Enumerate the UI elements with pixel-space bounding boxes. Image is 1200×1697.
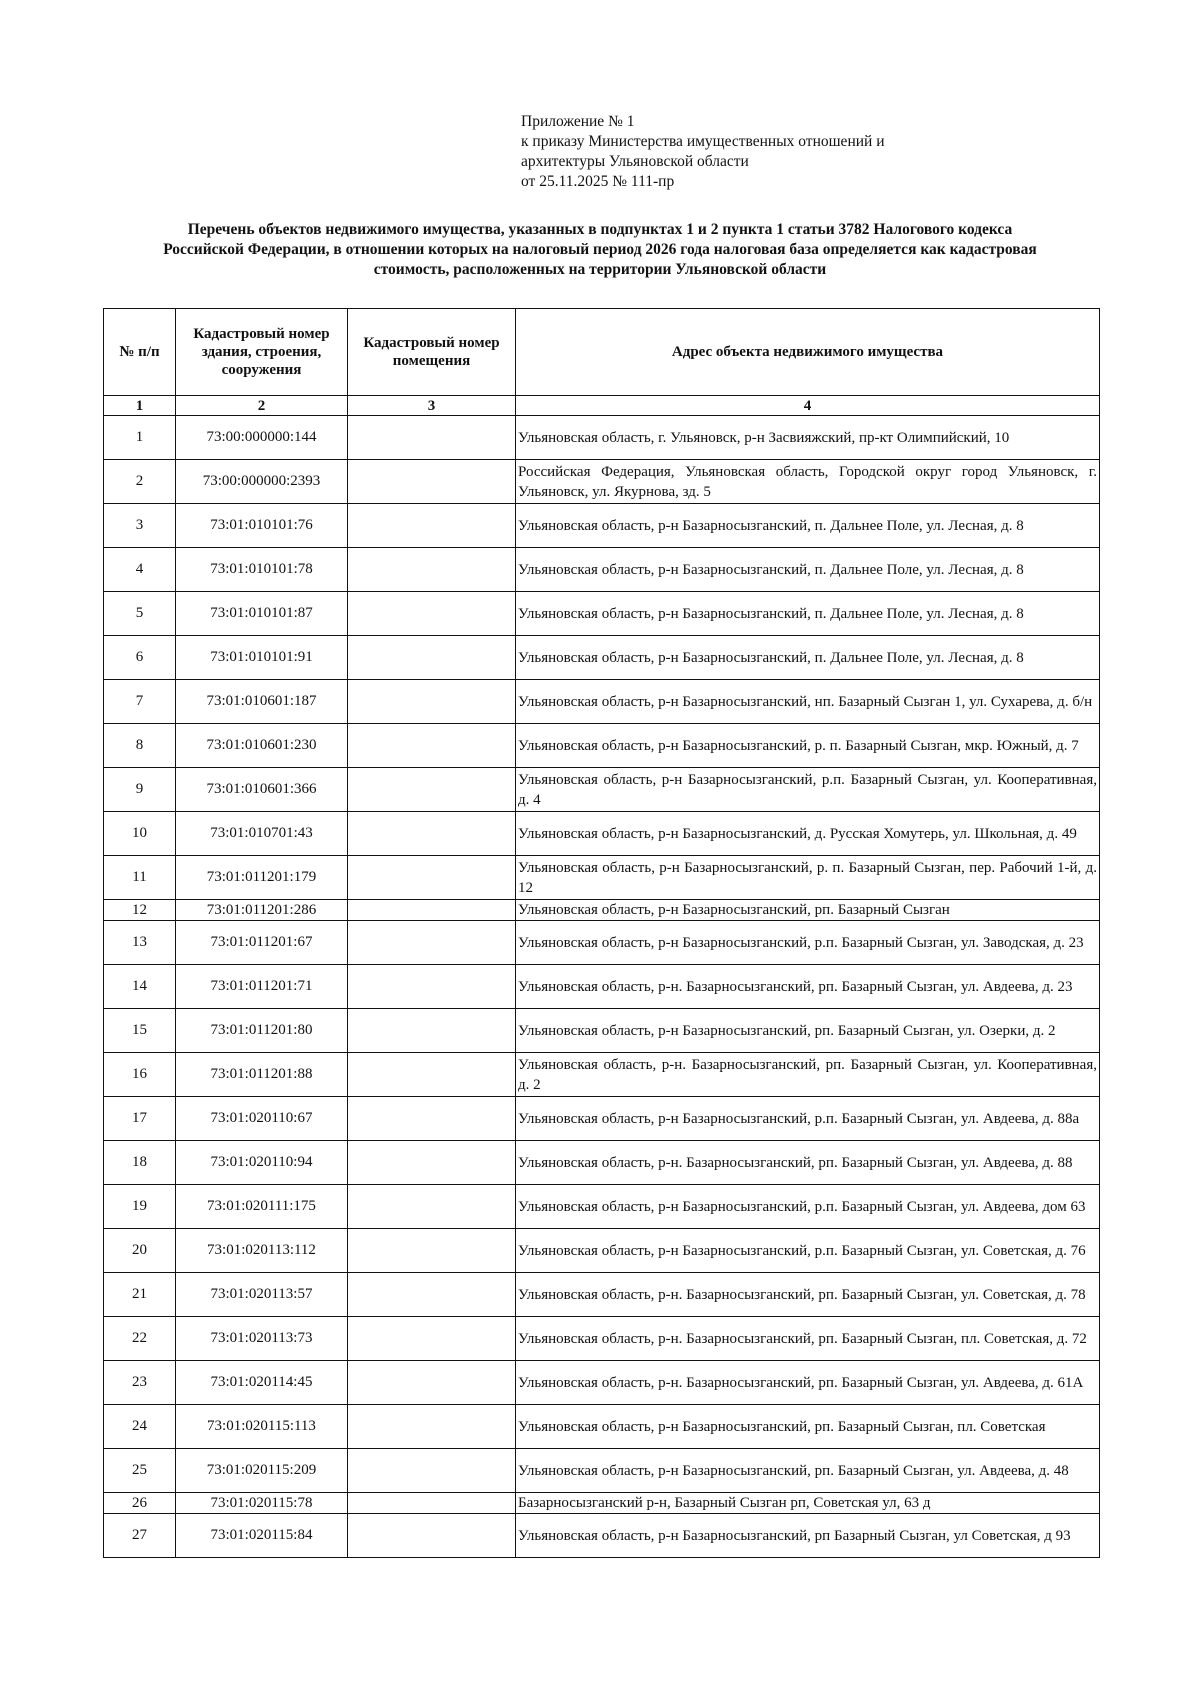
column-number: 2: [176, 396, 348, 416]
appendix-line: Приложение № 1: [521, 113, 635, 130]
table-row: [104, 724, 1100, 768]
property-address: Ульяновская область, р-н. Базарносызганский, рп. Базарный Сызган, ул. Советская, д. 78: [516, 1273, 1100, 1317]
building-cadastral-number: 73:01:010701:43: [176, 812, 348, 856]
property-address: Ульяновская область, р-н Базарносызганский, р. п. Базарный Сызган, мкр. Южный, д. 7: [516, 724, 1100, 768]
table-row: [104, 504, 1100, 548]
row-number: 7: [104, 680, 176, 724]
building-cadastral-number: 73:01:020113:112: [176, 1229, 348, 1273]
property-address: Ульяновская область, р-н Базарносызганский, р.п. Базарный Сызган, ул. Советская, д. 76: [516, 1229, 1100, 1273]
table-body: [104, 416, 1100, 1558]
room-cadastral-number: [348, 1273, 516, 1317]
building-cadastral-number: 73:00:000000:2393: [176, 460, 348, 504]
table-row: [104, 460, 1100, 504]
building-cadastral-number: 73:01:010601:187: [176, 680, 348, 724]
row-number: 3: [104, 504, 176, 548]
property-address: Ульяновская область, р-н Базарносызганский, р.п. Базарный Сызган, ул. Авдеева, д. 88а: [516, 1097, 1100, 1141]
room-cadastral-number: [348, 636, 516, 680]
table-row: [104, 1185, 1100, 1229]
table-row: [104, 1053, 1100, 1097]
building-cadastral-number: 73:01:011201:286: [176, 900, 348, 921]
room-cadastral-number: [348, 1185, 516, 1229]
building-cadastral-number: 73:01:020110:67: [176, 1097, 348, 1141]
property-address: Ульяновская область, р-н Базарносызганский, рп. Базарный Сызган: [516, 900, 1100, 921]
table-row: [104, 636, 1100, 680]
row-number: 5: [104, 592, 176, 636]
property-address: Ульяновская область, р-н Базарносызганский, р.п. Базарный Сызган, ул. Авдеева, дом 63: [516, 1185, 1100, 1229]
room-cadastral-number: [348, 1317, 516, 1361]
room-cadastral-number: [348, 900, 516, 921]
room-cadastral-number: [348, 768, 516, 812]
row-number: 15: [104, 1009, 176, 1053]
column-number: 4: [516, 396, 1100, 416]
property-address: Ульяновская область, р-н Базарносызганский, нп. Базарный Сызган 1, ул. Сухарева, д. б/н: [516, 680, 1100, 724]
room-cadastral-number: [348, 1361, 516, 1405]
building-cadastral-number: 73:01:011201:88: [176, 1053, 348, 1097]
building-cadastral-number: 73:01:011201:80: [176, 1009, 348, 1053]
room-cadastral-number: [348, 1514, 516, 1558]
property-address: Ульяновская область, р-н Базарносызганский, п. Дальнее Поле, ул. Лесная, д. 8: [516, 592, 1100, 636]
room-cadastral-number: [348, 1097, 516, 1141]
table-row: [104, 1097, 1100, 1141]
title-line: стоимость, расположенных на территории Ульяновской области: [373, 261, 827, 278]
table-row: [104, 812, 1100, 856]
table-row: [104, 1449, 1100, 1493]
property-address: Ульяновская область, р-н Базарносызганский, рп. Базарный Сызган, ул. Озерки, д. 2: [516, 1009, 1100, 1053]
room-cadastral-number: [348, 856, 516, 900]
table-row: [104, 856, 1100, 900]
appendix-header: [521, 112, 885, 192]
row-number: 22: [104, 1317, 176, 1361]
row-number: 24: [104, 1405, 176, 1449]
table-row: [104, 900, 1100, 921]
building-cadastral-number: 73:01:010601:230: [176, 724, 348, 768]
appendix-line: к приказу Министерства имущественных отношений и: [521, 133, 885, 150]
room-cadastral-number: [348, 1141, 516, 1185]
property-address: Ульяновская область, р-н. Базарносызганский, рп. Базарный Сызган, ул. Авдеева, д. 61А: [516, 1361, 1100, 1405]
table-row: [104, 592, 1100, 636]
row-number: 26: [104, 1493, 176, 1514]
row-number: 6: [104, 636, 176, 680]
row-number: 23: [104, 1361, 176, 1405]
table-row: [104, 965, 1100, 1009]
table-row: [104, 1493, 1100, 1514]
room-cadastral-number: [348, 1229, 516, 1273]
document-title: [100, 220, 1100, 280]
table-header-row: [104, 309, 1100, 396]
row-number: 25: [104, 1449, 176, 1493]
row-number: 9: [104, 768, 176, 812]
room-cadastral-number: [348, 724, 516, 768]
row-number: 16: [104, 1053, 176, 1097]
building-cadastral-number: 73:00:000000:144: [176, 416, 348, 460]
property-address: Ульяновская область, р-н Базарносызганский, р.п. Базарный Сызган, ул. Кооперативная, д. 4: [516, 768, 1100, 812]
table-row: [104, 680, 1100, 724]
row-number: 8: [104, 724, 176, 768]
row-number: 2: [104, 460, 176, 504]
building-cadastral-number: 73:01:020115:209: [176, 1449, 348, 1493]
table-row: [104, 548, 1100, 592]
property-address: Ульяновская область, р-н Базарносызганский, рп. Базарный Сызган, ул. Авдеева, д. 48: [516, 1449, 1100, 1493]
building-cadastral-number: 73:01:020115:78: [176, 1493, 348, 1514]
table-row: [104, 1141, 1100, 1185]
property-address: Российская Федерация, Ульяновская область, Городской округ город Ульяновск, г. Ульяновск, ул. Якурнова, зд. 5: [516, 460, 1100, 504]
table-row: [104, 1229, 1100, 1273]
column-header-building-cadastral: Кадастровый номер здания, строения, сооружения: [176, 309, 348, 396]
table-row: [104, 416, 1100, 460]
building-cadastral-number: 73:01:020114:45: [176, 1361, 348, 1405]
room-cadastral-number: [348, 1493, 516, 1514]
building-cadastral-number: 73:01:011201:67: [176, 921, 348, 965]
table-row: [104, 1361, 1100, 1405]
row-number: 17: [104, 1097, 176, 1141]
room-cadastral-number: [348, 680, 516, 724]
room-cadastral-number: [348, 548, 516, 592]
room-cadastral-number: [348, 592, 516, 636]
table-row: [104, 1514, 1100, 1558]
building-cadastral-number: 73:01:020111:175: [176, 1185, 348, 1229]
building-cadastral-number: 73:01:010101:76: [176, 504, 348, 548]
building-cadastral-number: 73:01:011201:71: [176, 965, 348, 1009]
table-row: [104, 921, 1100, 965]
property-address: Ульяновская область, р-н Базарносызганский, п. Дальнее Поле, ул. Лесная, д. 8: [516, 636, 1100, 680]
property-address: Ульяновская область, р-н Базарносызганский, р.п. Базарный Сызган, ул. Заводская, д. 23: [516, 921, 1100, 965]
table-row: [104, 768, 1100, 812]
room-cadastral-number: [348, 1405, 516, 1449]
property-address: Ульяновская область, р-н Базарносызганский, п. Дальнее Поле, ул. Лесная, д. 8: [516, 504, 1100, 548]
row-number: 27: [104, 1514, 176, 1558]
table-row: [104, 1317, 1100, 1361]
row-number: 18: [104, 1141, 176, 1185]
row-number: 20: [104, 1229, 176, 1273]
title-line: Российской Федерации, в отношении которых на налоговый период 2026 года налоговая база определяется как кадастровая: [163, 241, 1037, 258]
building-cadastral-number: 73:01:020115:113: [176, 1405, 348, 1449]
column-number: 1: [104, 396, 176, 416]
property-address: Ульяновская область, р-н. Базарносызганский, рп. Базарный Сызган, ул. Авдеева, д. 23: [516, 965, 1100, 1009]
column-header-number: № п/п: [104, 309, 176, 396]
table-row: [104, 1009, 1100, 1053]
column-numbers-row: [104, 396, 1100, 416]
property-address: Ульяновская область, р-н Базарносызганский, п. Дальнее Поле, ул. Лесная, д. 8: [516, 548, 1100, 592]
room-cadastral-number: [348, 460, 516, 504]
room-cadastral-number: [348, 965, 516, 1009]
row-number: 19: [104, 1185, 176, 1229]
building-cadastral-number: 73:01:020110:94: [176, 1141, 348, 1185]
room-cadastral-number: [348, 1009, 516, 1053]
row-number: 14: [104, 965, 176, 1009]
property-address: Ульяновская область, р-н Базарносызганский, р. п. Базарный Сызган, пер. Рабочий 1-й, д. 12: [516, 856, 1100, 900]
row-number: 12: [104, 900, 176, 921]
room-cadastral-number: [348, 1053, 516, 1097]
property-address: Базарносызганский р-н, Базарный Сызган рп, Советская ул, 63 д: [516, 1493, 1100, 1514]
property-address: Ульяновская область, р-н Базарносызганский, рп. Базарный Сызган, пл. Советская: [516, 1405, 1100, 1449]
room-cadastral-number: [348, 921, 516, 965]
building-cadastral-number: 73:01:011201:179: [176, 856, 348, 900]
column-header-address: Адрес объекта недвижимого имущества: [516, 309, 1100, 396]
row-number: 21: [104, 1273, 176, 1317]
building-cadastral-number: 73:01:020113:73: [176, 1317, 348, 1361]
building-cadastral-number: 73:01:020115:84: [176, 1514, 348, 1558]
row-number: 4: [104, 548, 176, 592]
room-cadastral-number: [348, 1449, 516, 1493]
column-number: 3: [348, 396, 516, 416]
appendix-line: от 25.11.2025 № 111-пр: [521, 173, 675, 190]
table-row: [104, 1273, 1100, 1317]
appendix-line: архитектуры Ульяновской области: [521, 153, 749, 170]
building-cadastral-number: 73:01:010601:366: [176, 768, 348, 812]
property-address: Ульяновская область, р-н. Базарносызганский, рп. Базарный Сызган, ул. Авдеева, д. 88: [516, 1141, 1100, 1185]
building-cadastral-number: 73:01:010101:78: [176, 548, 348, 592]
table-row: [104, 1405, 1100, 1449]
title-line: Перечень объектов недвижимого имущества, указанных в подпунктах 1 и 2 пункта 1 статьи 3782 Налогового кодекса: [187, 221, 1013, 238]
property-address: Ульяновская область, р-н Базарносызганский, д. Русская Хомутерь, ул. Школьная, д. 49: [516, 812, 1100, 856]
row-number: 11: [104, 856, 176, 900]
building-cadastral-number: 73:01:010101:91: [176, 636, 348, 680]
room-cadastral-number: [348, 504, 516, 548]
building-cadastral-number: 73:01:020113:57: [176, 1273, 348, 1317]
property-address: Ульяновская область, р-н. Базарносызганский, рп. Базарный Сызган, пл. Советская, д. 72: [516, 1317, 1100, 1361]
row-number: 10: [104, 812, 176, 856]
row-number: 13: [104, 921, 176, 965]
property-address: Ульяновская область, р-н. Базарносызганский, рп. Базарный Сызган, ул. Кооперативная, д. 2: [516, 1053, 1100, 1097]
building-cadastral-number: 73:01:010101:87: [176, 592, 348, 636]
row-number: 1: [104, 416, 176, 460]
room-cadastral-number: [348, 416, 516, 460]
room-cadastral-number: [348, 812, 516, 856]
property-address: Ульяновская область, р-н Базарносызганский, рп Базарный Сызган, ул Советская, д 93: [516, 1514, 1100, 1558]
property-address: Ульяновская область, г. Ульяновск, р-н Засвияжский, пр-кт Олимпийский, 10: [516, 416, 1100, 460]
column-header-room-cadastral: Кадастровый номер помещения: [348, 309, 516, 396]
property-registry-table: [103, 308, 1100, 1558]
